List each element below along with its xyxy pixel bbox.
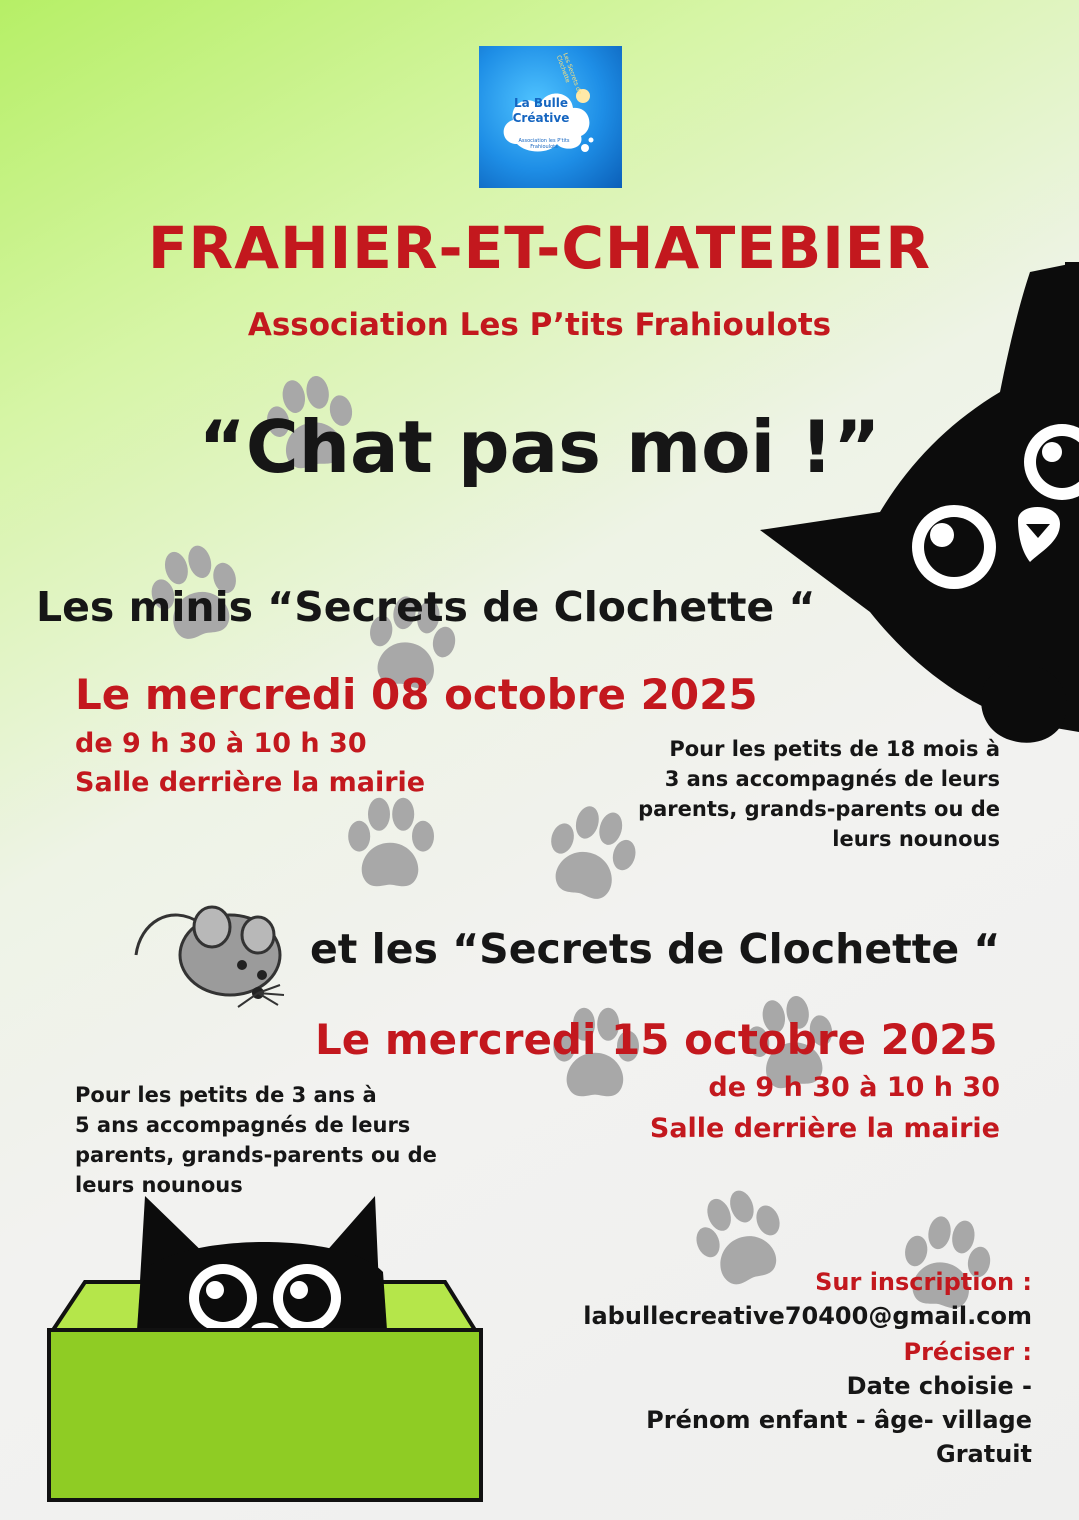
paw-print-icon xyxy=(335,790,445,900)
specify-date: Date choisie - xyxy=(846,1372,1032,1400)
description-line: Pour les petits de 18 mois à xyxy=(669,737,1000,761)
cat-in-box-icon xyxy=(45,1192,485,1504)
session1-description xyxy=(600,734,1000,854)
description-line: leurs nounous xyxy=(75,1173,243,1197)
logo-title: La Bulle Créative xyxy=(512,96,570,125)
logo-arc-text: Les Secrets de Clochette xyxy=(554,52,583,96)
session2-date: Le mercredi 15 octobre 2025 xyxy=(315,1015,998,1064)
event-title: “Chat pas moi !” xyxy=(198,405,881,489)
grey-mouse-icon xyxy=(130,893,290,1018)
session1-time: de 9 h 30 à 10 h 30 xyxy=(75,728,367,759)
specify-info: Prénom enfant - âge- village xyxy=(646,1406,1032,1434)
session2-description xyxy=(75,1080,437,1200)
description-line: parents, grands-parents ou de xyxy=(638,797,1000,821)
price-label: Gratuit xyxy=(936,1440,1032,1468)
specify-label: Préciser : xyxy=(903,1338,1032,1366)
description-line: leurs nounous xyxy=(832,827,1000,851)
association-name: Association Les P’tits Frahioulots xyxy=(247,307,832,343)
description-line: 5 ans accompagnés de leurs xyxy=(75,1113,411,1137)
black-cat-peeking-icon xyxy=(760,262,1079,752)
session1-date: Le mercredi 08 octobre 2025 xyxy=(75,670,758,719)
description-line: parents, grands-parents ou de xyxy=(75,1143,437,1167)
logo-subtitle: Association les P'tits Frahioulots xyxy=(518,138,570,150)
description-line: Pour les petits de 3 ans à xyxy=(75,1083,377,1107)
registration-label: Sur inscription : xyxy=(815,1268,1032,1296)
session1-title: Les minis “Secrets de Clochette “ xyxy=(36,583,816,631)
town-title: FRAHIER-ET-CHATEBIER xyxy=(147,214,932,282)
session1-place: Salle derrière la mairie xyxy=(75,767,426,798)
registration-email: labullecreative70400@gmail.com xyxy=(583,1302,1032,1330)
session2-place: Salle derrière la mairie xyxy=(649,1113,1000,1144)
session2-title: et les “Secrets de Clochette “ xyxy=(310,925,1001,973)
session2-time: de 9 h 30 à 10 h 30 xyxy=(708,1072,1000,1103)
description-line: 3 ans accompagnés de leurs xyxy=(664,767,1000,791)
